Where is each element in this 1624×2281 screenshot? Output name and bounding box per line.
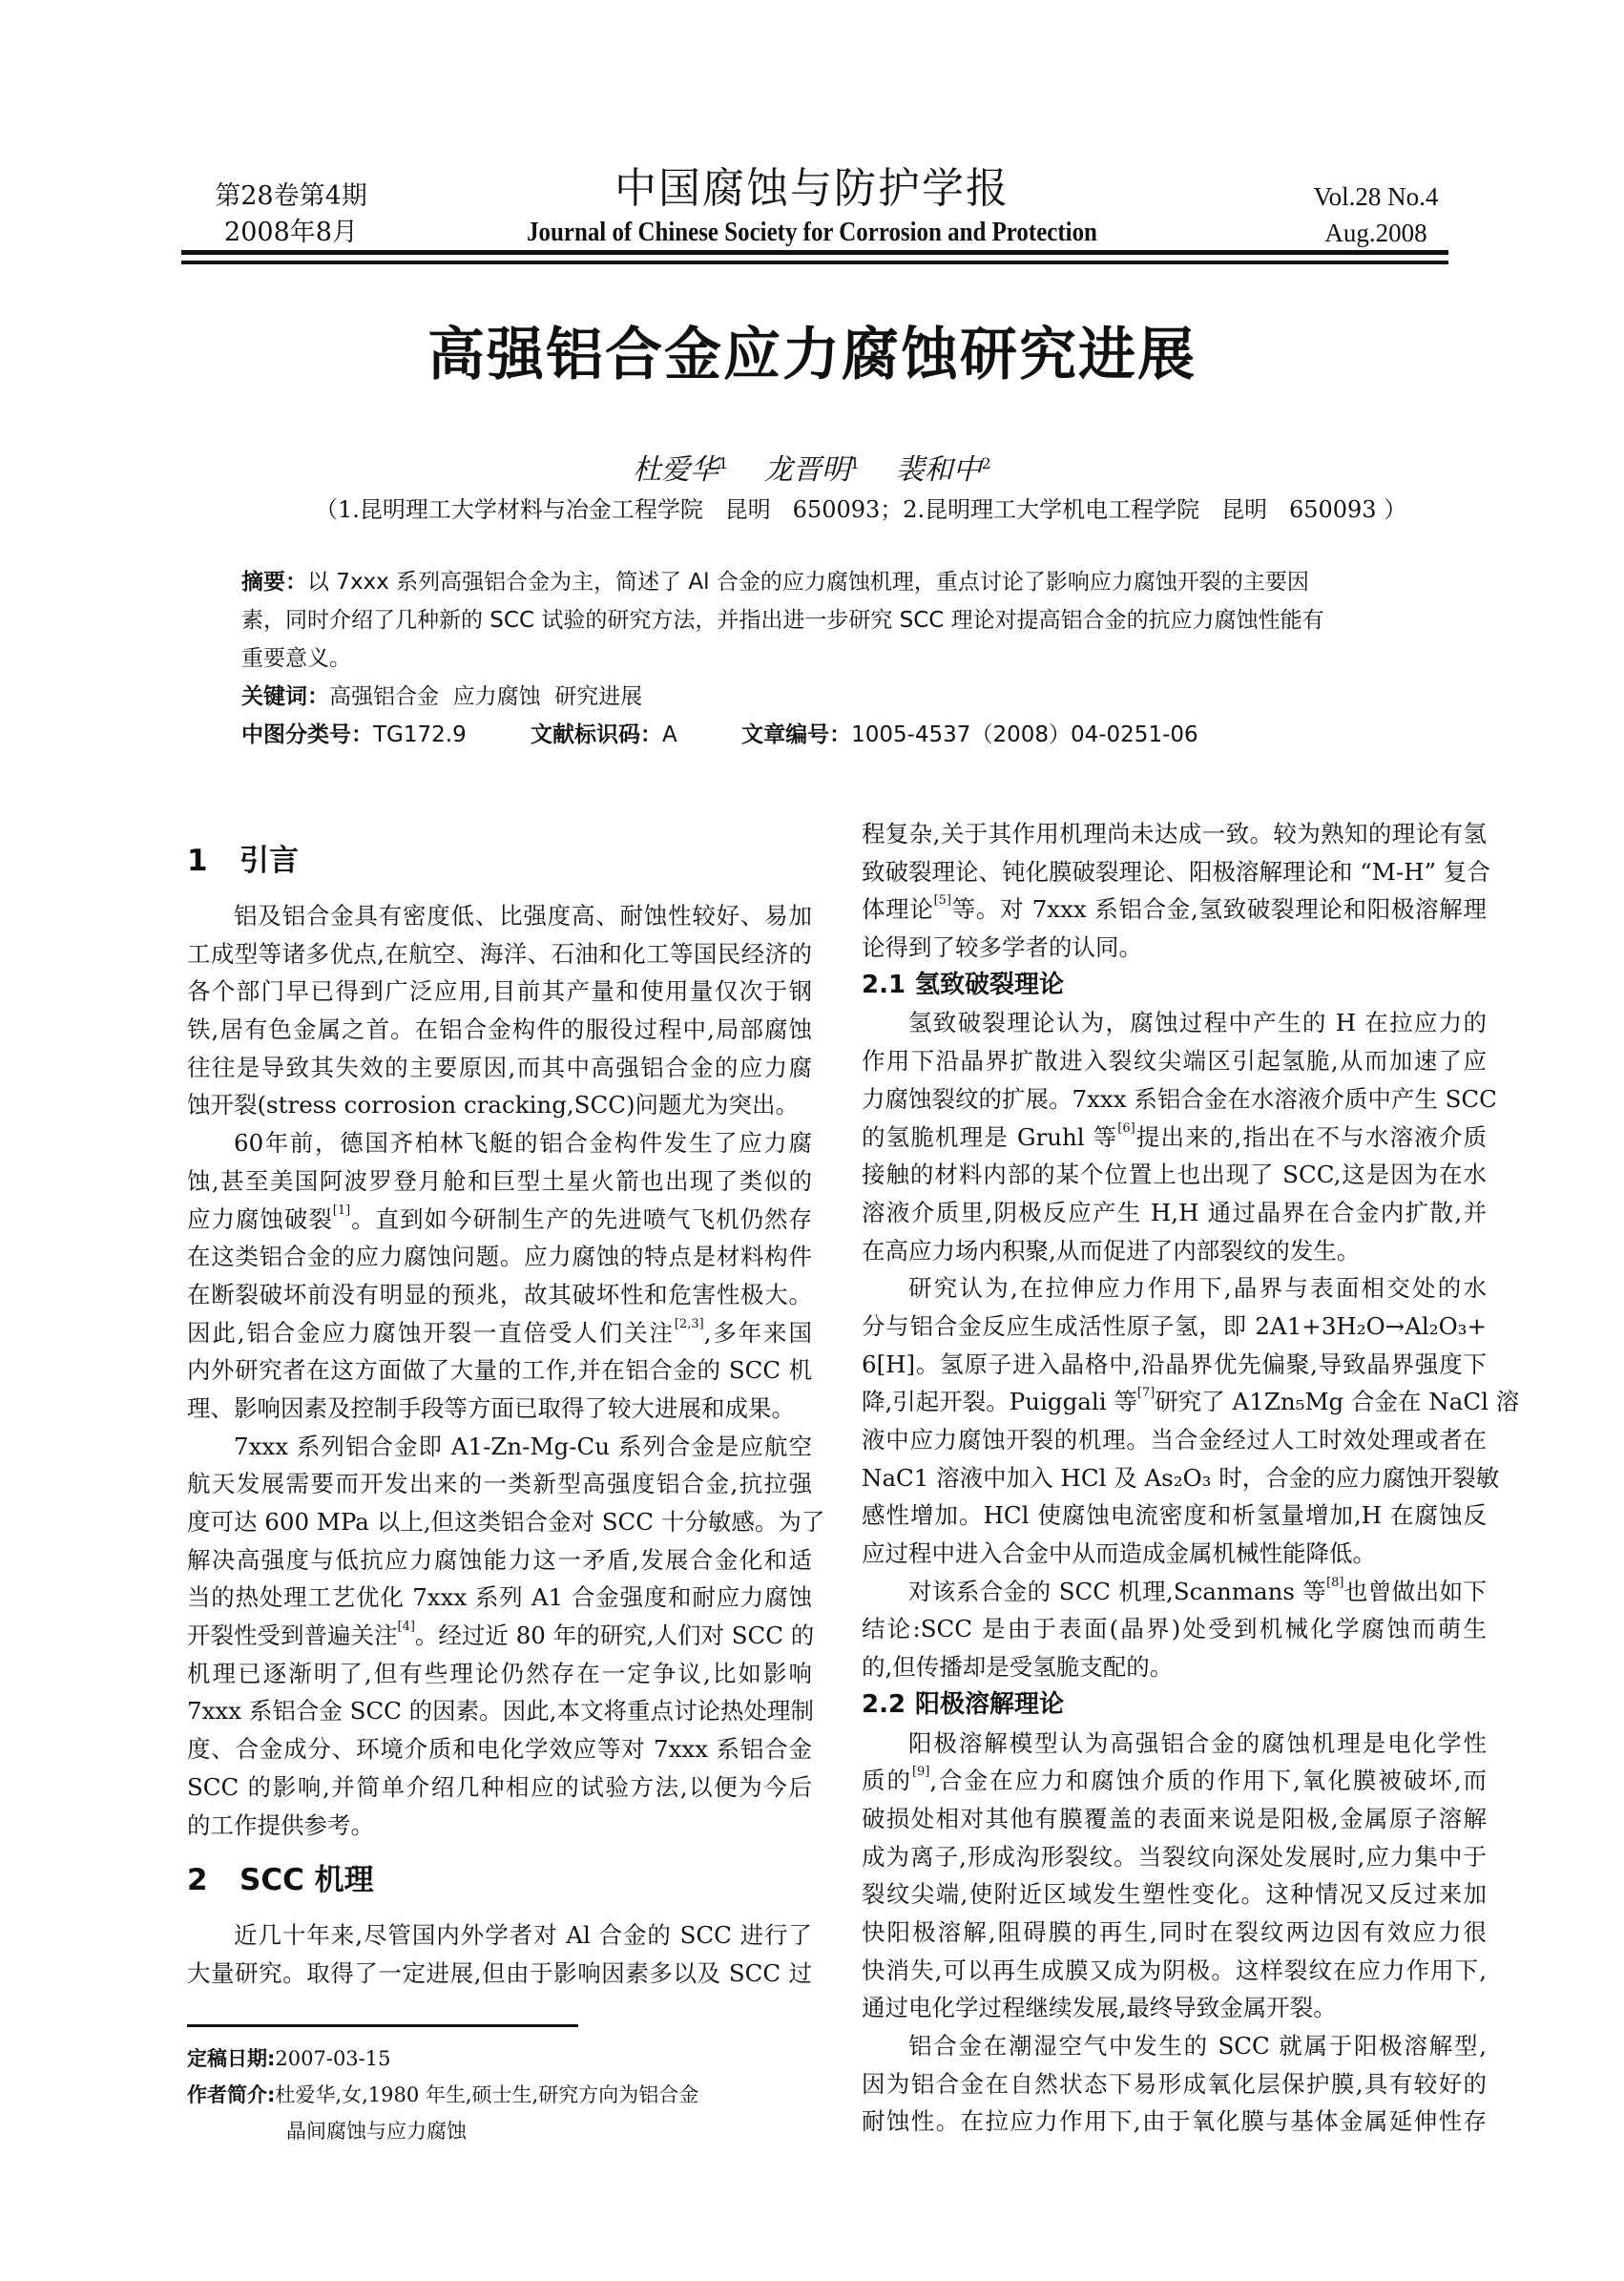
text-line: 对该系合金的 SCC 机理,Scanmans 等[8]也曾做出如下 — [908, 1575, 1488, 1605]
section-heading — [187, 825, 812, 897]
text-line: 感性增加。HCl 使腐蚀电流密度和析氢量增加,H 在腐蚀反 — [862, 1501, 1487, 1530]
text-line: 质的[9],合金在应力和腐蚀介质的作用下,氧化膜被破坏,而 — [862, 1765, 1487, 1795]
text-line: 开裂性受到普遍关注[4]。经过近 80 年的研究,人们对 SCC 的 — [187, 1620, 815, 1650]
abstract-line: 素，同时介绍了几种新的 SCC 试验的研究方法，并指出进一步研究 SCC 理论对提高铝合金的抗应力腐蚀性能有 — [241, 608, 1324, 633]
text-line: 应力腐蚀破裂[1]。直到如今研制生产的先进喷气飞机仍然存 — [187, 1203, 813, 1233]
text-line: 各个部门早已得到广泛应用,目前其产量和使用量仅次于钢 — [187, 977, 812, 1006]
text-line: 7xxx 系列铝合金即 A1-Zn-Mg-Cu 系列合金是应航空 — [234, 1432, 812, 1460]
text-line: 液中应力腐蚀开裂的机理。当合金经过人工时效处理或者在 — [862, 1426, 1487, 1454]
text-line: 破损处相对其他有膜覆盖的表面来说是阳极,金属原子溶解 — [862, 1804, 1487, 1832]
text-line: 溶液介质里,阴极反应产生 H,H 通过晶界在合金内扩散,并 — [862, 1198, 1487, 1226]
article-title: 高强铝合金应力腐蚀研究进展 — [427, 322, 1197, 388]
text-line: 接触的材料内部的某个位置上也出现了 SCC,这是因为在水 — [862, 1161, 1487, 1189]
author: 裴和中$^2$ — [895, 453, 991, 487]
text-line: 内外研究者在这方面做了大量的工作,并在铝合金的 SCC 机 — [187, 1356, 812, 1385]
text-line: 的氢脆机理是 Gruhl 等[6]提出来的,指出在不与水溶液介质 — [862, 1120, 1487, 1151]
paragraph — [862, 1573, 1487, 1686]
text-line: 体理论[5]等。对 7xxx 系铝合金,氢致破裂理论和阳极溶解理 — [862, 893, 1487, 924]
section-title: 引言 — [239, 844, 299, 878]
text-line: 在这类铝合金的应力腐蚀问题。应力腐蚀的特点是材料构件 — [187, 1243, 812, 1271]
text-line: 致破裂理论、钝化膜破裂理论、阳极溶解理论和 “M-H” 复合 — [862, 857, 1490, 886]
text-line: 度、合金成分、环境介质和电化学效应等对 7xxx 系铝合金 — [187, 1735, 812, 1764]
text-line: 论得到了较多学者的认同。 — [862, 933, 1142, 962]
text-line: 度可达 600 MPa 以上,但这类铝合金对 SCC 十分敏感。为了 — [187, 1508, 825, 1536]
text-line: 往往是导致其失效的主要原因,而其中高强铝合金的应力腐 — [187, 1053, 812, 1081]
text-line: 程复杂,关于其作用机理尚未达成一致。较为熟知的理论有氢 — [862, 820, 1487, 848]
paragraph — [187, 1428, 825, 1845]
text-line: 铁,居有色金属之首。在铝合金构件的服役过程中,局部腐蚀 — [187, 1015, 812, 1044]
section-heading — [862, 1686, 1487, 1725]
paragraph — [862, 1725, 1487, 2028]
text-line: 阳极溶解模型认为高强铝合金的腐蚀机理是电化学性 — [908, 1728, 1487, 1757]
text-line: 的,但传播却是受氢脆支配的。 — [862, 1653, 1174, 1682]
section-number: 2.1 — [862, 970, 906, 999]
text-line: 因为铝合金在自然状态下易形成氧化层保护膜,具有较好的 — [862, 2069, 1487, 2098]
text-line: 6[H]。氢原子进入晶格中,沿晶界优先偏聚,导致晶界强度下 — [862, 1350, 1487, 1378]
text-line: 铝合金在潮湿空气中发生的 SCC 就属于阳极溶解型, — [908, 2032, 1487, 2060]
section-number: 2 — [187, 1863, 208, 1898]
paragraph — [187, 1124, 812, 1428]
author: 杜爱华$^1$ — [633, 453, 729, 487]
paragraph — [862, 815, 1490, 967]
footnote-rule — [187, 2024, 578, 2027]
left-column — [187, 825, 825, 1993]
section-heading — [187, 1844, 812, 1916]
text-line: SCC 的影响,并简单介绍几种相应的试验方法,以便为今后 — [187, 1772, 812, 1801]
text-line: 分与铝合金反应生成活性原子氢，即 2A1+3H₂O→Al₂O₃+ — [862, 1311, 1487, 1340]
volume-issue-cn: 第28卷第4期 — [215, 181, 367, 211]
text-line: 当的热处理工艺优化 7xxx 系列 A1 合金强度和耐应力腐蚀 — [187, 1583, 812, 1612]
date-en: Aug.2008 — [1324, 219, 1427, 247]
text-line: 大量研究。取得了一定进展,但由于影响因素多以及 SCC 过 — [187, 1958, 812, 1987]
text-line: 铝及铝合金具有密度低、比强度高、耐蚀性较好、易加 — [234, 902, 812, 930]
text-line: 60年前，德国齐柏林飞艇的铝合金构件发生了应力腐 — [234, 1129, 812, 1158]
text-line: 力腐蚀裂纹的扩展。7xxx 系铝合金在水溶液介质中产生 SCC — [862, 1084, 1497, 1113]
section-title: 阳极溶解理论 — [915, 1689, 1065, 1719]
paragraph — [187, 1916, 812, 1992]
text-line: 蚀开裂(stress corrosion cracking,SCC)问题尤为突出。 — [187, 1091, 800, 1120]
journal-title-en: Journal of Chinese Society for Corrosion and Protection — [527, 217, 1097, 247]
text-line: 成为离子,形成沟形裂纹。当裂纹向深处发展时,应力集中于 — [862, 1842, 1487, 1871]
text-line: NaC1 溶液中加入 HCl 及 As₂O₃ 时，合金的应力腐蚀开裂敏 — [862, 1463, 1500, 1492]
section-title: SCC 机理 — [239, 1863, 374, 1898]
author-list — [0, 445, 1624, 490]
text-line: 在高应力场内积聚,从而促进了内部裂纹的发生。 — [862, 1236, 1361, 1265]
text-line: 的工作提供参考。 — [187, 1810, 374, 1839]
text-line: 裂纹尖端,使附近区域发生塑性变化。这种情况又反过来加 — [862, 1880, 1487, 1909]
paragraph — [862, 1269, 1520, 1573]
text-line: 近几十年来,尽管国内外学者对 Al 合金的 SCC 进行了 — [234, 1921, 812, 1950]
section-title: 氢致破裂理论 — [915, 970, 1065, 999]
abstract-label: 摘要： — [241, 570, 307, 595]
right-column — [862, 815, 1520, 2141]
text-line: 理、影响因素及控制手段等方面已取得了较大进展和成果。 — [187, 1393, 795, 1422]
author: 龙晋明$^1$ — [763, 453, 861, 487]
section-number: 2.2 — [862, 1689, 906, 1719]
text-line: 氢致破裂理论认为，腐蚀过程中产生的 H 在拉应力的 — [908, 1009, 1487, 1037]
header-rule-thick — [181, 250, 1448, 255]
text-line: 7xxx 系铝合金 SCC 的因素。因此,本文将重点讨论热处理制 — [187, 1697, 814, 1726]
paragraph — [862, 2027, 1487, 2141]
text-line: 快阳极溶解,阻碍膜的再生,同时在裂纹两边因有效应力很 — [862, 1917, 1487, 1946]
text-line: 机理已逐渐明了,但有些理论仍然存在一定争议,比如影响 — [187, 1659, 812, 1687]
section-heading — [862, 967, 1487, 1005]
text-line: 作用下沿晶界扩散进入裂纹尖端区引起氢脆,从而加速了应 — [862, 1047, 1487, 1076]
affiliation: （1.昆明理工大学材料与冶金工程学院 昆明 650093；2.昆明理工大学机电工程学院 昆明 650093 ） — [315, 496, 1407, 523]
text-line: 通过电化学过程继续发展,最终导致金属开裂。 — [862, 1994, 1337, 2022]
author-bio-cont: 晶间腐蚀与应力腐蚀 — [286, 2120, 467, 2143]
author-bio: 作者简介:杜爱华,女,1980 年生,硕士生,研究方向为铝合金 — [187, 2083, 699, 2106]
received-date: 定稿日期:2007-03-15 — [187, 2047, 391, 2070]
text-line: 解决高强度与低抗应力腐蚀能力这一矛盾,发展合金化和适 — [187, 1545, 812, 1574]
text-line: 工成型等诸多优点,在航空、海洋、石油和化工等国民经济的 — [187, 939, 812, 968]
volume-issue-en: Vol.28 No.4 — [1313, 182, 1439, 211]
text-line: 应过程中进入合金中从而造成金属机械性能降低。 — [862, 1539, 1376, 1568]
abstract-line: 摘要：以 7xxx 系列高强铝合金为主，简述了 Al 合金的应力腐蚀机理，重点讨论了影响应力腐蚀开裂的主要因 — [241, 570, 1309, 595]
abstract-block — [241, 563, 1455, 754]
classification-line: 中图分类号：TG172.9 文献标识码：A 文章编号：1005-4537（2008）04-0251-06 — [241, 722, 1198, 747]
keywords: 关键词：高强铝合金 应力腐蚀 研究进展 — [241, 684, 643, 709]
text-line: 在断裂破坏前没有明显的预兆，故其破坏性和危害性极大。 — [187, 1280, 812, 1308]
text-line: 快消失,可以再生成膜又成为阴极。这样裂纹在应力作用下, — [862, 1956, 1487, 1984]
text-line: 结论:SCC 是由于表面(晶界)处受到机械化学腐蚀而萌生 — [862, 1615, 1487, 1643]
text-line: 降,引起开裂。Puiggali 等[7]研究了 A1Zn₅Mg 合金在 NaCl 溶 — [862, 1386, 1520, 1416]
header-rule-thin — [181, 261, 1448, 264]
section-number: 1 — [187, 844, 208, 878]
abstract-line: 重要意义。 — [241, 646, 351, 671]
journal-title-cn: 中国腐蚀与防护学报 — [614, 164, 1010, 213]
text-line: 航天发展需要而开发出来的一类新型高强度铝合金,抗拉强 — [187, 1470, 812, 1498]
text-line: 蚀,甚至美国阿波罗登月舱和巨型土星火箭也出现了类似的 — [187, 1166, 812, 1195]
paragraph — [862, 1004, 1497, 1269]
date-cn: 2008年8月 — [224, 218, 358, 247]
text-line: 因此,铝合金应力腐蚀开裂一直倍受人们关注[2,3],多年来国 — [187, 1316, 812, 1347]
text-line: 研究认为,在拉伸应力作用下,晶界与表面相交处的水 — [908, 1274, 1487, 1303]
paragraph — [187, 897, 812, 1124]
text-line: 耐蚀性。在拉应力作用下,由于氧化膜与基体金属延伸性存 — [862, 2107, 1487, 2136]
